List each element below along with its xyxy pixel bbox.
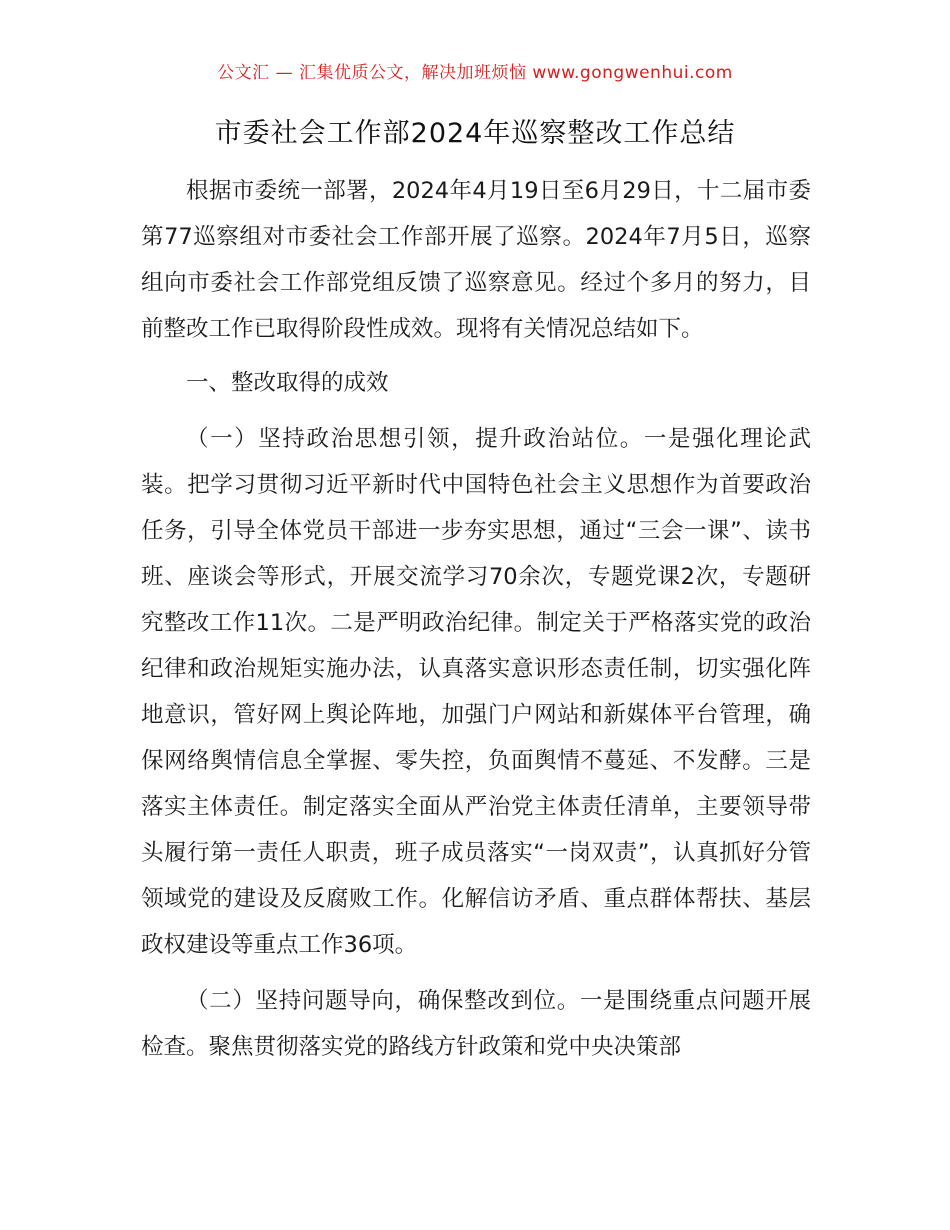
site-banner: 公文汇 — 汇集优质公文，解决加班烦恼 www.gongwenhui.com [217, 63, 733, 83]
section-heading: 一、整改取得的成效 [186, 370, 389, 396]
section-1-paragraph: （一）坚持政治思想引领，提升政治站位。一是强化理论武装。把学习贯彻习近平新时代中国特色社会主义思想作为首要政治任务，引导全体党员干部进一步夯实思想，通过“三会一课”、读书班、座谈会等形式，开展交流学习70余次，专题党课2次，专题研究整改工作11次。二是严明政治纪律。制定关于严格落实党的政治纪律和政治规矩实施办法，认真落实意识形态责任制，切实强化阵地意识，管好网上舆论阵地，加强门户网站和新媒体平台管理，确保网络舆情信息全掌握、零失控，负面舆情不蔓延、不发酵。三是落实主体责任。制定落实全面从严治党主体责任清单，主要领导带头履行第一责任人职责，班子成员落实“一岗双责”，认真抓好分管领域党的建设及反腐败工作。化解信访矛盾、重点群体帮扶、基层政权建设等重点工作36项。 [141, 426, 811, 958]
document-body [141, 168, 811, 1070]
section-2-paragraph: （二）坚持问题导向，确保整改到位。一是围绕重点问题开展检查。聚焦贯彻落实党的路线方针政策和党中央决策部 [141, 988, 811, 1060]
document-title: 市委社会工作部2024年巡察整改工作总结 [214, 118, 736, 149]
intro-paragraph: 根据市委统一部署，2024年4月19日至6月29日，十二届市委第77巡察组对市委社会工作部开展了巡察。2024年7月5日，巡察组向市委社会工作部党组反馈了巡察意见。经过个多月的努力，目前整改工作已取得阶段性成效。现将有关情况总结如下。 [141, 178, 811, 342]
